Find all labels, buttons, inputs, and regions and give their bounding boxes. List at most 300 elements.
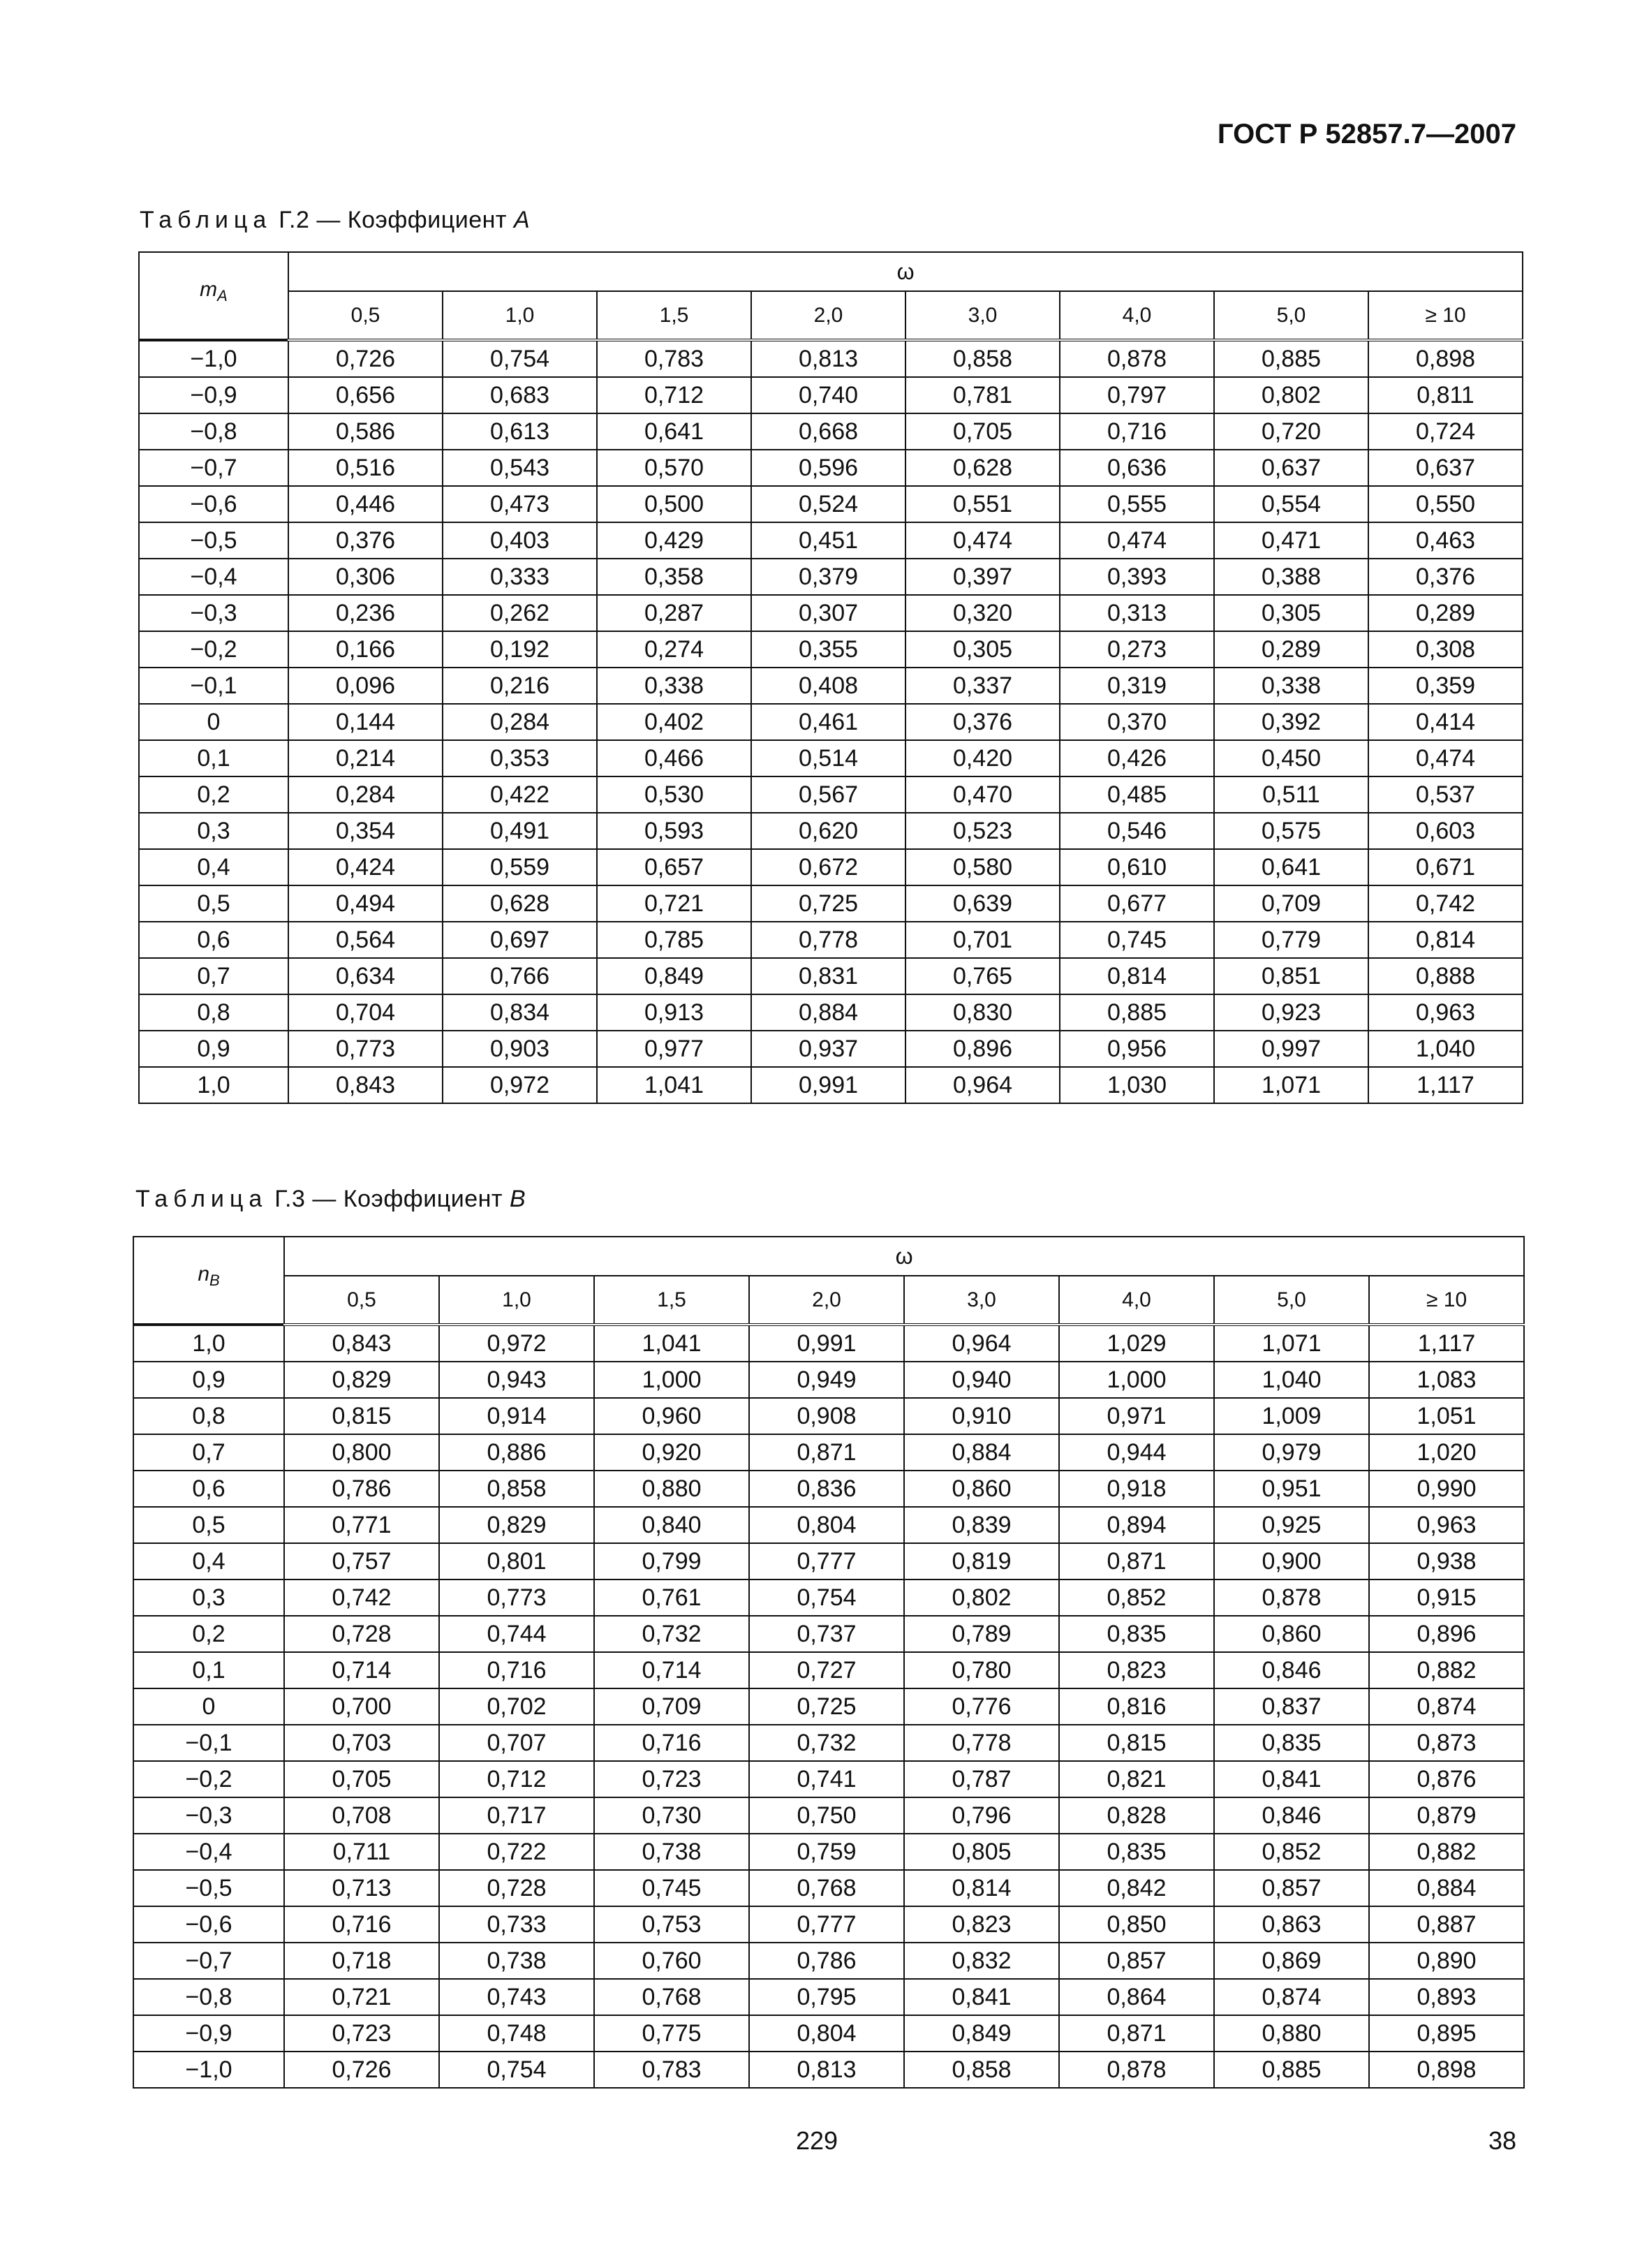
table-cell: 0,471: [1214, 522, 1368, 559]
table-cell: 0,712: [439, 1761, 594, 1797]
table-cell: 0,376: [1368, 559, 1523, 595]
table-cell: 0,895: [1369, 2015, 1524, 2052]
table-cell: 0,869: [1214, 1943, 1369, 1979]
table-b-row-label: −0,3: [133, 1797, 284, 1834]
table-row: [133, 1325, 1524, 1362]
table-cell: 0,972: [443, 1067, 597, 1103]
table-b-row-label: −0,4: [133, 1834, 284, 1870]
table-a-row-label: −0,2: [139, 631, 288, 668]
table-cell: 0,634: [288, 958, 443, 994]
table-cell: 0,725: [751, 885, 905, 922]
table-cell: 0,738: [439, 1943, 594, 1979]
table-cell: 0,748: [439, 2015, 594, 2052]
table-cell: 0,742: [284, 1580, 439, 1616]
table-cell: 0,355: [751, 631, 905, 668]
table-cell: 0,697: [443, 922, 597, 958]
table-b-omega-header: ω: [284, 1237, 1524, 1276]
table-cell: 0,716: [1060, 413, 1214, 450]
table-cell: 0,319: [1060, 668, 1214, 704]
table-cell: 0,308: [1368, 631, 1523, 668]
table-cell: 0,704: [288, 994, 443, 1031]
table-row: [133, 1761, 1524, 1797]
table-cell: 1,071: [1214, 1325, 1369, 1362]
table-cell: 0,610: [1060, 849, 1214, 885]
table-cell: 0,852: [1059, 1580, 1214, 1616]
table-a-column-header: 1,0: [443, 291, 597, 340]
table-cell: 0,893: [1369, 1979, 1524, 2015]
table-cell: 0,683: [443, 377, 597, 413]
table-cell: 0,450: [1214, 740, 1368, 776]
table-cell: 0,890: [1369, 1943, 1524, 1979]
table-cell: 0,470: [905, 776, 1060, 813]
table-cell: 0,709: [1214, 885, 1368, 922]
table-cell: 1,117: [1369, 1325, 1524, 1362]
table-cell: 0,885: [1060, 994, 1214, 1031]
table-cell: 0,714: [594, 1652, 749, 1688]
table-cell: 0,641: [597, 413, 751, 450]
table-cell: 0,780: [904, 1652, 1059, 1688]
page-number: 229: [796, 2126, 838, 2155]
table-cell: 0,494: [288, 885, 443, 922]
table-cell: 0,551: [905, 486, 1060, 522]
table-row: [133, 1725, 1524, 1761]
table-cell: 0,795: [749, 1979, 904, 2015]
table-cell: 0,858: [905, 340, 1060, 377]
table-cell: 0,960: [594, 1398, 749, 1434]
table-cell: 0,802: [1214, 377, 1368, 413]
table-cell: 0,997: [1214, 1031, 1368, 1067]
table-cell: 0,741: [749, 1761, 904, 1797]
table-cell: 0,744: [439, 1616, 594, 1652]
table-a-row-label: −1,0: [139, 340, 288, 377]
table-cell: 0,937: [751, 1031, 905, 1067]
table-cell: 0,834: [443, 994, 597, 1031]
table-cell: 0,192: [443, 631, 597, 668]
table-cell: 0,777: [749, 1906, 904, 1943]
table-cell: 0,712: [597, 377, 751, 413]
table-cell: 0,613: [443, 413, 597, 450]
table-cell: 0,716: [594, 1725, 749, 1761]
table-a-row-label: −0,4: [139, 559, 288, 595]
table-cell: 0,628: [443, 885, 597, 922]
table-cell: 0,732: [749, 1725, 904, 1761]
table-cell: 0,723: [594, 1761, 749, 1797]
table-a-row-label: −0,5: [139, 522, 288, 559]
table-cell: 0,564: [288, 922, 443, 958]
table-cell: 0,737: [749, 1616, 904, 1652]
table-cell: 0,849: [597, 958, 751, 994]
table-cell: 0,860: [1214, 1616, 1369, 1652]
table-cell: 0,728: [284, 1616, 439, 1652]
table-cell: 0,873: [1369, 1725, 1524, 1761]
table-a-row-label: −0,7: [139, 450, 288, 486]
table-cell: 0,724: [1368, 413, 1523, 450]
table-cell: 0,733: [439, 1906, 594, 1943]
table-cell: 0,857: [1059, 1943, 1214, 1979]
table-cell: 0,370: [1060, 704, 1214, 740]
table-cell: 0,523: [905, 813, 1060, 849]
table-row: [133, 1797, 1524, 1834]
table-cell: 0,474: [1368, 740, 1523, 776]
table-cell: 1,040: [1368, 1031, 1523, 1067]
table-cell: 0,991: [751, 1067, 905, 1103]
table-row: [139, 522, 1523, 559]
table-b-row-label: −0,9: [133, 2015, 284, 2052]
table-cell: 0,759: [749, 1834, 904, 1870]
table-cell: 0,944: [1059, 1434, 1214, 1471]
table-row: [133, 1507, 1524, 1543]
table-cell: 0,711: [284, 1834, 439, 1870]
table-cell: 0,429: [597, 522, 751, 559]
table-cell: 0,424: [288, 849, 443, 885]
table-cell: 0,841: [1214, 1761, 1369, 1797]
table-row: [139, 486, 1523, 522]
table-cell: 0,871: [749, 1434, 904, 1471]
table-cell: 0,956: [1060, 1031, 1214, 1067]
table-cell: 0,705: [905, 413, 1060, 450]
table-cell: 0,320: [905, 595, 1060, 631]
table-cell: 0,805: [904, 1834, 1059, 1870]
table-cell: 1,040: [1214, 1362, 1369, 1398]
table-cell: 0,787: [904, 1761, 1059, 1797]
table-row: [139, 704, 1523, 740]
table-cell: 0,887: [1369, 1906, 1524, 1943]
table-cell: 0,707: [439, 1725, 594, 1761]
table-b-caption-symbol: B: [509, 1186, 526, 1212]
table-a-row-label: −0,3: [139, 595, 288, 631]
table-cell: 0,284: [288, 776, 443, 813]
table-cell: 0,593: [597, 813, 751, 849]
table-cell: 0,813: [749, 2052, 904, 2088]
table-b-column-header: 0,5: [284, 1276, 439, 1325]
table-a-row-label: 0,1: [139, 740, 288, 776]
table-cell: 0,914: [439, 1398, 594, 1434]
table-b-row-label: 0,1: [133, 1652, 284, 1688]
table-cell: 0,773: [439, 1580, 594, 1616]
table-cell: 0,896: [1369, 1616, 1524, 1652]
table-b-caption-word: Таблица: [135, 1186, 268, 1212]
table-cell: 0,840: [594, 1507, 749, 1543]
table-cell: 0,550: [1368, 486, 1523, 522]
table-cell: 0,745: [594, 1870, 749, 1906]
table-row: [133, 1943, 1524, 1979]
table-cell: 0,879: [1369, 1797, 1524, 1834]
table-cell: 0,451: [751, 522, 905, 559]
table-cell: 0,773: [288, 1031, 443, 1067]
table-cell: 0,913: [597, 994, 751, 1031]
table-cell: 0,811: [1368, 377, 1523, 413]
table-cell: 0,289: [1214, 631, 1368, 668]
table-cell: 0,908: [749, 1398, 904, 1434]
table-cell: 0,307: [751, 595, 905, 631]
table-cell: 0,705: [284, 1761, 439, 1797]
table-row: [139, 776, 1523, 813]
table-cell: 0,403: [443, 522, 597, 559]
table-cell: 0,393: [1060, 559, 1214, 595]
table-row: [133, 1979, 1524, 2015]
table-cell: 0,951: [1214, 1471, 1369, 1507]
table-b-column-header: ≥ 10: [1369, 1276, 1524, 1325]
table-cell: 0,274: [597, 631, 751, 668]
table-cell: 1,071: [1214, 1067, 1368, 1103]
table-a-column-header: 3,0: [905, 291, 1060, 340]
table-cell: 0,777: [749, 1543, 904, 1580]
table-cell: 1,051: [1369, 1398, 1524, 1434]
table-cell: 0,835: [1059, 1616, 1214, 1652]
table-cell: 0,814: [1060, 958, 1214, 994]
table-cell: 0,463: [1368, 522, 1523, 559]
table-cell: 0,727: [749, 1652, 904, 1688]
table-cell: 0,857: [1214, 1870, 1369, 1906]
table-b-column-header: 1,0: [439, 1276, 594, 1325]
table-cell: 0,776: [904, 1688, 1059, 1725]
table-cell: 0,742: [1368, 885, 1523, 922]
table-cell: 0,376: [905, 704, 1060, 740]
table-cell: 0,603: [1368, 813, 1523, 849]
table-cell: 0,273: [1060, 631, 1214, 668]
table-b-row-label: −0,2: [133, 1761, 284, 1797]
table-row: [133, 1616, 1524, 1652]
table-b-row-label: −0,1: [133, 1725, 284, 1761]
table-cell: 0,871: [1059, 2015, 1214, 2052]
table-cell: 0,305: [905, 631, 1060, 668]
table-cell: 0,714: [284, 1652, 439, 1688]
table-row: [139, 450, 1523, 486]
table-cell: 0,530: [597, 776, 751, 813]
table-row: [133, 2052, 1524, 2088]
table-cell: 0,096: [288, 668, 443, 704]
table-cell: 0,750: [749, 1797, 904, 1834]
table-b-column-header: 2,0: [749, 1276, 904, 1325]
table-cell: 0,898: [1369, 2052, 1524, 2088]
table-b-row-label: 0,6: [133, 1471, 284, 1507]
table-cell: 0,828: [1059, 1797, 1214, 1834]
table-cell: 1,020: [1369, 1434, 1524, 1471]
table-cell: 0,874: [1369, 1688, 1524, 1725]
table-cell: 0,799: [594, 1543, 749, 1580]
table-cell: 0,214: [288, 740, 443, 776]
table-cell: 0,915: [1369, 1580, 1524, 1616]
table-cell: 0,144: [288, 704, 443, 740]
table-row: [133, 1543, 1524, 1580]
table-cell: 0,708: [284, 1797, 439, 1834]
table-cell: 0,815: [284, 1398, 439, 1434]
table-cell: 0,836: [749, 1471, 904, 1507]
table-cell: 0,920: [594, 1434, 749, 1471]
table-cell: 0,804: [749, 1507, 904, 1543]
table-cell: 0,846: [1214, 1797, 1369, 1834]
table-b-row-label: 0,5: [133, 1507, 284, 1543]
table-cell: 0,757: [284, 1543, 439, 1580]
table-cell: 0,754: [439, 2052, 594, 2088]
table-cell: 0,977: [597, 1031, 751, 1067]
table-cell: 0,918: [1059, 1471, 1214, 1507]
table-a-row-label: 0,3: [139, 813, 288, 849]
table-b-caption-text: Г.3 — Коэффициент: [274, 1186, 503, 1212]
table-cell: 0,596: [751, 450, 905, 486]
table-cell: 0,717: [439, 1797, 594, 1834]
table-cell: 0,461: [751, 704, 905, 740]
table-row: [133, 1471, 1524, 1507]
table-cell: 0,353: [443, 740, 597, 776]
table-cell: 0,337: [905, 668, 1060, 704]
table-row: [133, 1652, 1524, 1688]
table-cell: 0,801: [439, 1543, 594, 1580]
table-cell: 0,768: [749, 1870, 904, 1906]
table-cell: 0,745: [1060, 922, 1214, 958]
table-cell: 0,721: [597, 885, 751, 922]
table-cell: 0,964: [904, 1325, 1059, 1362]
table-cell: 0,882: [1369, 1834, 1524, 1870]
table-cell: 0,880: [594, 1471, 749, 1507]
table-row: [133, 1434, 1524, 1471]
table-cell: 0,287: [597, 595, 751, 631]
table-cell: 0,829: [439, 1507, 594, 1543]
table-cell: 0,800: [284, 1434, 439, 1471]
table-cell: 0,709: [594, 1688, 749, 1725]
table-cell: 0,871: [1059, 1543, 1214, 1580]
table-cell: 0,979: [1214, 1434, 1369, 1471]
table-cell: 0,884: [1369, 1870, 1524, 1906]
table-cell: 0,754: [749, 1580, 904, 1616]
table-cell: 0,262: [443, 595, 597, 631]
table-cell: 0,878: [1060, 340, 1214, 377]
table-b-row-label: −0,6: [133, 1906, 284, 1943]
table-cell: 0,802: [904, 1580, 1059, 1616]
table-cell: 0,491: [443, 813, 597, 849]
table-row: [139, 340, 1523, 377]
table-a-row-label: 0,5: [139, 885, 288, 922]
table-cell: 0,628: [905, 450, 1060, 486]
table-row: [133, 1398, 1524, 1434]
table-cell: 0,236: [288, 595, 443, 631]
table-cell: 1,000: [594, 1362, 749, 1398]
table-cell: 0,511: [1214, 776, 1368, 813]
table-cell: 0,843: [288, 1067, 443, 1103]
table-cell: 0,964: [905, 1067, 1060, 1103]
table-cell: 0,284: [443, 704, 597, 740]
table-cell: 0,819: [904, 1543, 1059, 1580]
table-row: [139, 849, 1523, 885]
table-cell: 0,813: [751, 340, 905, 377]
table-cell: 0,738: [594, 1834, 749, 1870]
table-cell: 0,878: [1214, 1580, 1369, 1616]
table-cell: 0,885: [1214, 2052, 1369, 2088]
table-cell: 0,778: [904, 1725, 1059, 1761]
table-cell: 0,896: [905, 1031, 1060, 1067]
table-cell: 0,567: [751, 776, 905, 813]
table-cell: 0,831: [751, 958, 905, 994]
table-cell: 0,925: [1214, 1507, 1369, 1543]
table-cell: 0,743: [439, 1979, 594, 2015]
table-cell: 0,783: [597, 340, 751, 377]
table-cell: 0,700: [284, 1688, 439, 1725]
table-b-column-header: 4,0: [1059, 1276, 1214, 1325]
table-row: [139, 413, 1523, 450]
table-cell: 0,781: [905, 377, 1060, 413]
table-cell: 0,775: [594, 2015, 749, 2052]
table-cell: 0,392: [1214, 704, 1368, 740]
table-cell: 0,923: [1214, 994, 1368, 1031]
table-cell: 0,846: [1214, 1652, 1369, 1688]
table-cell: 0,620: [751, 813, 905, 849]
table-row: [139, 1067, 1523, 1103]
table-cell: 0,537: [1368, 776, 1523, 813]
table-a-row-label: 0,8: [139, 994, 288, 1031]
table-cell: 0,543: [443, 450, 597, 486]
table-row: [133, 1580, 1524, 1616]
table-cell: 0,882: [1369, 1652, 1524, 1688]
table-cell: 0,771: [284, 1507, 439, 1543]
table-cell: 0,672: [751, 849, 905, 885]
table-cell: 0,422: [443, 776, 597, 813]
table-cell: 0,656: [288, 377, 443, 413]
table-cell: 0,851: [1214, 958, 1368, 994]
table-cell: 1,029: [1059, 1325, 1214, 1362]
table-row: [133, 1688, 1524, 1725]
table-b-row-label: 0,2: [133, 1616, 284, 1652]
table-a-row-label: 0,4: [139, 849, 288, 885]
table-cell: 1,009: [1214, 1398, 1369, 1434]
table-cell: 0,725: [749, 1688, 904, 1725]
table-a-row-label: −0,8: [139, 413, 288, 450]
table-a-row-label: 0,9: [139, 1031, 288, 1067]
table-b-row-label: 0,4: [133, 1543, 284, 1580]
table-cell: 0,949: [749, 1362, 904, 1398]
coefficient-b-table: [133, 1236, 1525, 2089]
table-row: [139, 813, 1523, 849]
table-cell: 0,783: [594, 2052, 749, 2088]
table-row: [139, 994, 1523, 1031]
table-cell: 0,779: [1214, 922, 1368, 958]
table-cell: 0,703: [284, 1725, 439, 1761]
table-cell: 0,849: [904, 2015, 1059, 2052]
table-b-stub-header: $n_B$: [133, 1237, 284, 1325]
table-cell: 0,473: [443, 486, 597, 522]
table-cell: 0,850: [1059, 1906, 1214, 1943]
table-a-row-label: 0,6: [139, 922, 288, 958]
table-cell: 0,740: [751, 377, 905, 413]
table-cell: 0,637: [1368, 450, 1523, 486]
table-cell: 0,821: [1059, 1761, 1214, 1797]
table-cell: 0,863: [1214, 1906, 1369, 1943]
table-b-row-label: −1,0: [133, 2052, 284, 2088]
table-cell: 0,786: [749, 1943, 904, 1979]
table-a-row-label: −0,9: [139, 377, 288, 413]
table-cell: 0,878: [1059, 2052, 1214, 2088]
table-a-row-label: −0,6: [139, 486, 288, 522]
table-cell: 0,938: [1369, 1543, 1524, 1580]
table-cell: 0,570: [597, 450, 751, 486]
table-cell: 0,990: [1369, 1471, 1524, 1507]
table-row: [139, 631, 1523, 668]
table-row: [133, 2015, 1524, 2052]
table-b-column-header: 1,5: [594, 1276, 749, 1325]
table-cell: 0,894: [1059, 1507, 1214, 1543]
table-cell: 0,726: [284, 2052, 439, 2088]
table-b-row-label: 0: [133, 1688, 284, 1725]
table-cell: 0,420: [905, 740, 1060, 776]
table-cell: 0,940: [904, 1362, 1059, 1398]
table-cell: 0,885: [1214, 340, 1368, 377]
table-cell: 0,716: [284, 1906, 439, 1943]
table-b-row-label: −0,7: [133, 1943, 284, 1979]
table-cell: 0,903: [443, 1031, 597, 1067]
table-cell: 0,580: [905, 849, 1060, 885]
table-cell: 0,839: [904, 1507, 1059, 1543]
table-row: [133, 1906, 1524, 1943]
table-a-row-label: 0: [139, 704, 288, 740]
